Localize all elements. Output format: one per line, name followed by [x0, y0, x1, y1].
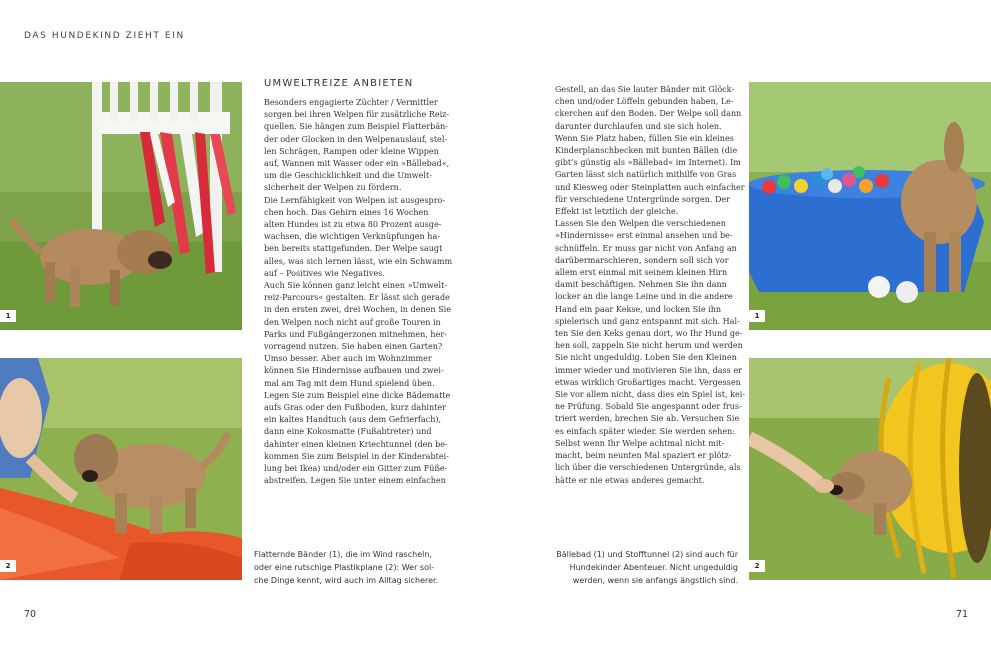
- text-line: locker an die lange Leine und in die andere: [555, 292, 733, 302]
- text-line: den Welpen noch nicht auf große Touren in: [264, 317, 441, 327]
- text-line: auf – Positives wie Negatives.: [264, 268, 385, 278]
- page-number-left: 70: [24, 609, 37, 620]
- text-line: Parks und Fußgängerzonen mitnehmen, her-: [264, 329, 447, 339]
- text-line: aufs Gras oder den Fußboden, kurz dahinter: [264, 403, 447, 413]
- text-line: in den ersten zwei, drei Wochen, in denen Sie: [264, 305, 451, 315]
- text-line: ben bereits stattgefunden. Der Welpe saugt: [264, 244, 443, 254]
- text-line: Besonders engagierte Züchter / Vermittler: [264, 98, 438, 107]
- text-line: chen hoch. Das Gehirn eines 16 Wochen: [264, 207, 429, 217]
- text-line: es einfach später wieder. Sie werden sehen:: [555, 426, 735, 436]
- text-line: für verschiedene Untergründe sorgen. Der: [555, 194, 731, 204]
- text-line: Legen Sie zum Beispiel eine dicke Bădematte: [264, 390, 451, 400]
- text-line: Flatternde Bänder (1), die im Wind rascheln,: [254, 550, 432, 559]
- text-line: sicherheit der Welpen zu fördern.: [264, 183, 402, 193]
- text-line: Gestell, an das Sie lauter Bänder mit Glöck-: [555, 85, 735, 94]
- text-line: ein kaltes Handtuch (aus dem Gefrierfach),: [264, 415, 442, 425]
- text-line: ten Sie den Keks genau dort, wo Ihr Hund ge-: [555, 329, 743, 339]
- running-header: DAS HUNDEKIND ZIEHT EIN: [24, 31, 185, 41]
- text-line: Lassen Sie den Welpen die verschiedenen: [555, 219, 726, 229]
- text-line: werden, wenn sie anfangs ängstlich sind.: [572, 576, 738, 585]
- text-line: quellen. Sie hängen zum Beispiel Flatterbän-: [264, 122, 449, 132]
- text-column-right: [555, 84, 746, 487]
- text-line: lich über die verschiedenen Untergründe, als: [555, 463, 741, 473]
- text-line: Bällebad (1) und Stofftunnel (2) sind auch für: [556, 550, 738, 559]
- text-line: dahinter einen kleinen Kriechtunnel (den be-: [264, 439, 448, 449]
- photo-puppy-ball-pit: [749, 82, 991, 330]
- text-line: allem erst einmal mit seinem kleinen Hirn: [555, 268, 728, 278]
- text-line: triert werden, brechen Sie ab. Versuchen Sie: [555, 414, 740, 424]
- text-line: len Schrägen, Rampen oder kleine Wippen: [264, 146, 439, 156]
- photo-number-label: 2: [749, 560, 765, 572]
- text-line: spielerisch und ganz entspannt mit sich. Hal-: [555, 316, 740, 326]
- text-line: »Hindernisse« erst einmal ansehen und be-: [555, 231, 733, 241]
- text-line: Garten lässt sich natürlich mithilfe von Gras: [555, 170, 737, 180]
- photo-number-label: 1: [749, 310, 765, 322]
- text-line: Hand ein paar Kekse, und locken Sie ihn: [555, 304, 722, 314]
- text-line: und Kiesweg oder Steinplatten auch einfacher: [555, 182, 745, 192]
- text-line: Sie vor allem nicht, dass dies ein Spiel ist, kei-: [555, 390, 746, 400]
- text-line: Umso besser. Aber auch im Wohnzimmer: [264, 354, 432, 364]
- photo-number-label: 1: [0, 310, 16, 322]
- text-line: lung bei Ikea) und/oder ein Gitter zum Füße-: [264, 464, 448, 474]
- text-line: vorragend nutzen. Sie haben einen Garten?: [264, 342, 443, 352]
- text-line: darunter durchlaufen und sie sich holen.: [555, 121, 722, 131]
- text-line: Wenn Sie Platz haben, füllen Sie ein kleines: [555, 133, 734, 143]
- text-line: können Sie Hindernisse aufbauen und zwei-: [264, 366, 444, 376]
- text-line: Auch Sie können ganz leicht einen »Umwelt-: [264, 281, 448, 291]
- photo-number-label: 2: [0, 560, 16, 572]
- text-line: macht, beim neunten Mal spaziert er plötz-: [555, 451, 732, 461]
- text-line: Effekt ist letztlich der gleiche.: [555, 207, 679, 217]
- text-line: kommen Sie zum Beispiel in der Kinderabtei-: [264, 451, 449, 461]
- text-line: Selbst wenn Ihr Welpe achtmal nicht mit-: [555, 438, 725, 448]
- text-line: darübermarschieren, sondern soll sich vor: [555, 255, 729, 265]
- text-line: sorgen bei ihren Welpen für zusätzliche Reiz-: [264, 110, 450, 120]
- caption-right: [555, 548, 738, 587]
- text-line: Kinderplanschbecken mit bunten Bällen (die: [555, 146, 738, 156]
- text-line: che Dinge kennt, wird auch im Alltag sicherer.: [254, 576, 439, 585]
- text-column-left: [264, 97, 453, 488]
- text-line: um die Geschicklichkeit und die Umwelt-: [264, 171, 432, 181]
- page-number-right: 71: [956, 609, 969, 620]
- text-line: dann eine Kokosmatte (Fußabtreter) und: [264, 427, 432, 437]
- text-line: mal am Tag mit dem Hund spielend üben.: [264, 378, 435, 388]
- text-line: alles, was sich lernen lässt, wie ein Schwamm: [264, 256, 453, 266]
- caption-left: [254, 548, 438, 587]
- photo-puppy-plastic-sheet: [0, 358, 242, 580]
- text-line: gibt’s günstig als »Bällebad« im Internet). Im: [555, 158, 741, 168]
- text-line: etwas wirklich Großartiges macht. Vergessen: [555, 377, 741, 387]
- photo-puppy-tunnel: [749, 358, 991, 580]
- text-line: ne Prüfung. Sobald Sie angespannt oder frus-: [555, 402, 742, 412]
- photo-puppy-chair-streamers: [0, 82, 242, 330]
- text-line: Hundekinder Abenteuer. Nicht ungeduldig: [569, 563, 738, 572]
- text-line: ckerchen auf den Boden. Der Welpe soll dann: [555, 109, 742, 119]
- text-line: reiz-Parcours« gestalten. Er lässt sich gerade: [264, 293, 450, 303]
- section-heading: UMWELTREIZE ANBIETEN: [264, 78, 414, 89]
- text-line: der oder Glocken in den Welpenauslauf, stel-: [264, 134, 448, 144]
- text-line: Sie nicht ungeduldig. Loben Sie den Kleinen: [555, 353, 737, 363]
- text-line: hen soll, zappeln Sie nicht herum und werden: [555, 341, 743, 351]
- text-line: oder eine rutschige Plastikplane (2): Wer sol-: [254, 563, 435, 572]
- text-line: alten Hundes ist zu etwa 80 Prozent ausge-: [264, 220, 442, 230]
- text-line: Die Lernfähigkeit von Welpen ist ausgespro-: [264, 195, 446, 205]
- text-line: auf, Wannen mit Wasser oder ein »Bällebad«,: [264, 159, 450, 169]
- text-line: damit beschäftigen. Nehmen Sie ihn dann: [555, 280, 727, 290]
- text-line: hätte er nie etwas anderes gemacht.: [555, 475, 705, 485]
- text-line: schnüffeln. Er muss gar nicht von Anfang an: [555, 243, 737, 253]
- text-line: abstreifen. Legen Sie unter einem einfachen: [264, 476, 446, 486]
- text-line: chen und/oder Löffeln gebunden haben, Le-: [555, 97, 734, 107]
- text-line: immer wieder und motivieren Sie ihn, dass er: [555, 365, 742, 375]
- text-line: wachsen, die wichtigen Verknüpfungen ha-: [264, 232, 440, 242]
